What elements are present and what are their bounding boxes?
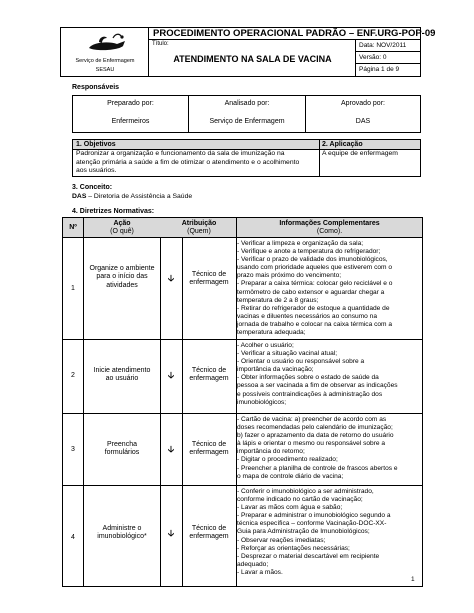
- info-line: pessoa a ser vacinada a fim de observar as indicações: [237, 382, 398, 390]
- arrow-down-icon: 🡣: [167, 444, 175, 454]
- col-info-sub: (Como).: [316, 228, 343, 235]
- info-line: b) fazer o aprazamento da data de retorno do usuário: [237, 432, 394, 440]
- info-line: o mapa de controle diário de vacina;: [237, 472, 344, 480]
- diretrizes-table-head: [63, 218, 422, 238]
- approved-by-label: Aprovado por:: [341, 100, 385, 107]
- acao-line: Organize o ambiente: [89, 265, 155, 272]
- info-line: - Obter informações sobre o estado de saúde da: [237, 374, 379, 382]
- quem-line: Técnico de: [191, 367, 227, 374]
- row-acao: [85, 525, 159, 542]
- info-line: - Digitar o procedimento realizado;: [237, 456, 338, 464]
- subtitle-cell: [149, 40, 356, 76]
- approved-by-cell: [306, 96, 420, 132]
- row-number: 2: [71, 372, 75, 379]
- info-line: importância da vacinação;: [237, 366, 314, 374]
- analysed-by-label: Analisado por:: [224, 100, 270, 107]
- info-line: - Desprezar o material descartável em recipiente: [237, 552, 380, 560]
- row-info: [237, 342, 419, 407]
- table-row: [63, 414, 422, 486]
- row-number: 4: [71, 534, 75, 541]
- row-acao: [85, 367, 159, 384]
- logo-org: SESAU: [95, 67, 115, 73]
- info-line: - Cartão de vacina: a) preencher de acordo com as: [237, 416, 387, 423]
- analysed-by-cell: [189, 96, 306, 132]
- logo-caption: Serviço de Enfermagem: [75, 58, 135, 64]
- info-line: - Verificar a situação vacinal atual;: [237, 350, 338, 358]
- info-line: doses recomendadas pelo calendário de imunização;: [237, 424, 393, 432]
- info-line: temperatura de 2 a 8 graus;: [237, 296, 319, 304]
- acao-line: para o início das: [96, 273, 148, 281]
- col-acao-title: Ação: [113, 220, 131, 227]
- table-row: [63, 486, 422, 586]
- info-line: - Orientar o usuário ou responsável sobre a: [237, 358, 365, 366]
- quem-line: enfermagem: [189, 279, 229, 287]
- acao-line: Inicie atendimento: [93, 367, 151, 374]
- row-acao: [85, 441, 159, 458]
- info-line: técnica específica – conforme Vacinação-DOC-XX-: [237, 520, 387, 528]
- date-field: Data: NOV/2011: [356, 40, 420, 52]
- info-line: adequado;: [237, 560, 269, 568]
- conceito-definition: [72, 193, 192, 200]
- info-line: - Conferir o imunobiológico a ser administrado,: [237, 488, 374, 495]
- objetivos-line: aos usuários.: [76, 167, 117, 175]
- aplicacao-text: A equipe de enfermagem: [322, 150, 398, 157]
- logo-cell: [61, 28, 149, 76]
- info-line: - Retirar do refrigerador de estoque a quantidade de: [237, 304, 390, 312]
- row-info: [237, 240, 419, 337]
- col-quem-title: Atribuição: [181, 220, 217, 227]
- conceito-heading: 3. Conceito:: [72, 184, 113, 191]
- lamp-logo-icon: [83, 32, 129, 54]
- info-line: - Lavar a mãos.: [237, 568, 283, 576]
- analysed-by-value: Serviço de Enfermagem: [209, 118, 285, 125]
- row-quem: [183, 367, 235, 384]
- info-line: - Verificar o prazo de validade dos imunobiológicos,: [237, 256, 388, 264]
- objetivos-table: [72, 139, 421, 177]
- quem-line: Técnico de: [191, 525, 227, 532]
- col-quem-header: [161, 218, 237, 238]
- quem-line: enfermagem: [189, 449, 229, 457]
- objetivos-head: [73, 140, 420, 150]
- info-line: - Verifique e anote a temperatura do refrigerador;: [237, 248, 381, 256]
- diretrizes-table: [62, 217, 423, 587]
- page-field: Página 1 de 9: [359, 66, 400, 73]
- acao-line: ao usuário: [105, 375, 139, 383]
- conceito-term: DAS: [72, 193, 87, 200]
- document-header: [60, 27, 436, 77]
- acao-line: Preencha: [107, 441, 137, 448]
- table-row: [63, 340, 422, 414]
- approved-by-value: DAS: [355, 118, 371, 125]
- info-line: - Observar reações imediatas;: [237, 536, 326, 544]
- info-line: e possíveis contraindicações à administração dos: [237, 390, 383, 398]
- responsaveis-heading: Responsáveis: [72, 84, 120, 91]
- version-field: Versão: 0: [356, 52, 420, 64]
- quem-line: Técnico de: [191, 271, 227, 278]
- info-line: - Preparar a caixa térmica: colocar gelo reciclável e o: [237, 280, 393, 288]
- info-line: jornada de trabalho e colocar na caixa térmica com a: [237, 320, 393, 328]
- meta-cell: [356, 40, 420, 76]
- info-line: vacinas e diluentes necessários ao consumo na: [237, 312, 378, 320]
- responsaveis-table: [72, 95, 421, 133]
- acao-line: Administre o: [102, 525, 142, 532]
- info-line: temperatura adequada;: [237, 329, 306, 337]
- info-line: prazo mais próximo do vencimento;: [237, 272, 342, 280]
- info-line: - Verificar a limpeza e organização da sala;: [237, 240, 364, 247]
- info-line: usando com prioridade aqueles que estiverem com o: [237, 264, 393, 272]
- row-number: 3: [71, 446, 75, 453]
- info-line: à lápis e orientar o mesmo ou responsável sobre a: [237, 440, 386, 448]
- conceito-text: – Diretoria de Assistência a Saúde: [86, 193, 193, 200]
- objetivos-text: [76, 150, 316, 176]
- row-quem: [183, 525, 235, 542]
- arrow-down-icon: 🡣: [167, 370, 175, 380]
- col-info-header: [237, 218, 422, 238]
- aplicacao-heading: 2. Aplicação: [322, 141, 363, 148]
- prepared-by-value: Enfermeiros: [111, 118, 150, 125]
- quem-line: enfermagem: [189, 375, 229, 383]
- row-quem: [183, 441, 235, 458]
- info-line: - Acolher o usuário;: [237, 342, 294, 349]
- quem-line: Técnico de: [191, 441, 227, 448]
- info-line: imunobiológicos;: [237, 398, 287, 406]
- prepared-by-cell: [73, 96, 189, 132]
- objetivos-heading: 1. Objetivos: [76, 141, 116, 148]
- objetivos-line: atenção primária a saúde a fim de otimizar o atendimento e o acolhimento: [76, 158, 300, 166]
- info-line: importância do retorno;: [237, 448, 305, 456]
- col-num-header: Nº: [69, 224, 77, 231]
- col-acao-sub: (O quê): [110, 228, 134, 235]
- info-line: - Reforçar as orientações necessárias;: [237, 544, 350, 552]
- document-subtitle: ATENDIMENTO NA SALA DE VACINA: [173, 54, 332, 64]
- row-acao: [85, 265, 159, 290]
- row-info: [237, 488, 419, 577]
- objetivos-line: Padronizar a organização e funcionamento da sala de imunização na: [76, 150, 285, 157]
- subtitle-label: Título:: [152, 41, 169, 47]
- row-quem: [183, 271, 235, 288]
- acao-line: imunobiológico*: [97, 533, 147, 541]
- table-row: [63, 239, 422, 340]
- page-number: 1: [411, 576, 415, 583]
- acao-line: atividades: [106, 281, 138, 289]
- info-line: Guia para Administração de Imunobiológicos;: [237, 528, 370, 536]
- info-line: - Lavar as mãos com água e sabão;: [237, 504, 343, 512]
- prepared-by-label: Preparado por:: [107, 100, 154, 107]
- document-title: PROCEDIMENTO OPERACIONAL PADRÃO – ENF.URG-POP-09: [153, 28, 436, 39]
- col-quem-sub: (Quem): [187, 228, 211, 235]
- title-cell: [149, 28, 436, 40]
- arrow-down-icon: 🡣: [167, 273, 175, 283]
- quem-line: enfermagem: [189, 533, 229, 541]
- col-info-title: Informações Complementares: [279, 220, 380, 227]
- arrow-down-icon: 🡣: [167, 528, 175, 538]
- diretrizes-heading: 4. Diretrizes Normativas:: [72, 208, 155, 215]
- info-line: - Preencher a planilha de controle de frascos abertos e: [237, 464, 398, 472]
- info-line: conforme indicado no cartão de vacinação;: [237, 496, 363, 504]
- info-line: termômetro de cabo extensor e aguardar chegar a: [237, 288, 385, 296]
- col-acao-header: [83, 218, 161, 238]
- info-line: - Preparar e administrar o imunobiológico segundo a: [237, 512, 391, 520]
- row-info: [237, 416, 419, 481]
- acao-line: formulários: [104, 449, 140, 457]
- row-number: 1: [71, 285, 75, 292]
